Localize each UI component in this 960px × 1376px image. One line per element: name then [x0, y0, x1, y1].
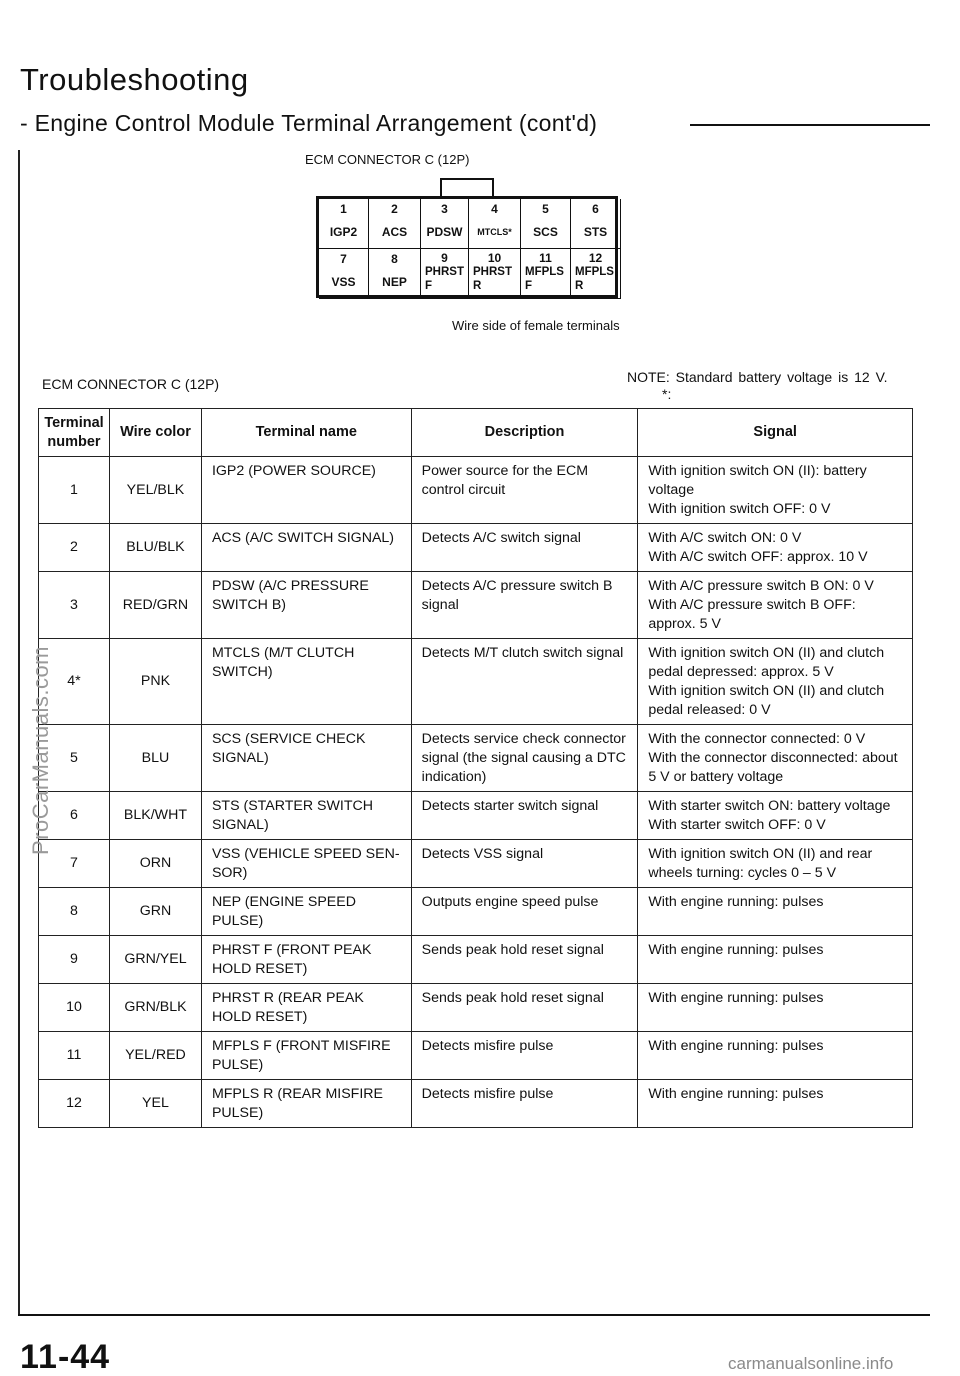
- cell-terminal-number: 6: [39, 792, 110, 840]
- pin-label: VSS: [331, 275, 356, 289]
- cell-terminal-number: 12: [39, 1080, 110, 1128]
- cell-description: Detects misfire pulse: [411, 1080, 638, 1128]
- table-body: [39, 457, 913, 1128]
- table-header-row: [39, 409, 913, 457]
- connector-pin: [571, 249, 621, 299]
- pin-label: MFPLS F: [525, 266, 564, 292]
- cell-wire-color: BLK/WHT: [109, 792, 201, 840]
- cell-terminal-number: 10: [39, 984, 110, 1032]
- cell-wire-color: BLU/BLK: [109, 524, 201, 572]
- cell-terminal-name: STS (STARTER SWITCH SIGNAL): [201, 792, 411, 840]
- header-wire-color: Wire color: [109, 409, 201, 457]
- cell-wire-color: GRN/BLK: [109, 984, 201, 1032]
- cell-terminal-name: MFPLS R (REAR MISFIRE PULSE): [201, 1080, 411, 1128]
- cell-description: Detects misfire pulse: [411, 1032, 638, 1080]
- pin-number: 12: [588, 251, 603, 265]
- pin-label: STS: [583, 225, 608, 239]
- cell-terminal-name: MTCLS (M/T CLUTCH SWITCH): [201, 639, 411, 725]
- table-row: [39, 572, 913, 639]
- note-asterisk: *:: [662, 386, 672, 402]
- cell-terminal-name: PHRST F (FRONT PEAK HOLD RESET): [201, 936, 411, 984]
- cell-signal: With the connector connected: 0 V With the connector disconnected: about 5 V or battery voltage: [638, 725, 913, 792]
- connector-pin: [369, 199, 421, 249]
- cell-description: Detects service check connector signal (the signal causing a DTC indication): [411, 725, 638, 792]
- cell-description: Outputs engine speed pulse: [411, 888, 638, 936]
- cell-description: Detects A/C switch signal: [411, 524, 638, 572]
- cell-terminal-name: PDSW (A/C PRESSURE SWITCH B): [201, 572, 411, 639]
- pin-label: MFPLS R: [575, 266, 614, 292]
- connector-pin: [319, 249, 369, 299]
- connector-title: ECM CONNECTOR C (12P): [305, 152, 470, 167]
- cell-terminal-number: 1: [39, 457, 110, 524]
- cell-signal: With engine running: pulses: [638, 1080, 913, 1128]
- cell-terminal-name: NEP (ENGINE SPEED PULSE): [201, 888, 411, 936]
- cell-wire-color: BLU: [109, 725, 201, 792]
- page-number: 11-44: [20, 1338, 111, 1376]
- cell-wire-color: PNK: [109, 639, 201, 725]
- cell-signal: With engine running: pulses: [638, 936, 913, 984]
- pin-number: 11: [539, 251, 552, 265]
- table-row: [39, 840, 913, 888]
- cell-description: Sends peak hold reset signal: [411, 984, 638, 1032]
- cell-description: Detects starter switch signal: [411, 792, 638, 840]
- header-description: Description: [411, 409, 638, 457]
- watermark: [28, 555, 53, 855]
- cell-signal: With ignition switch ON (II) and clutch pedal depressed: approx. 5 V With ignition switch ON (II) and clutch pedal released: 0 V: [638, 639, 913, 725]
- pin-number: 8: [391, 252, 398, 266]
- pin-label: SCS: [533, 225, 558, 239]
- table-row: [39, 1080, 913, 1128]
- pin-number: 9: [441, 251, 448, 265]
- connector-pin: [469, 199, 521, 249]
- cell-description: Sends peak hold reset signal: [411, 936, 638, 984]
- pin-number: 2: [391, 202, 398, 216]
- cell-terminal-number: 5: [39, 725, 110, 792]
- cell-description: Detects VSS signal: [411, 840, 638, 888]
- cell-wire-color: GRN/YEL: [109, 936, 201, 984]
- cell-description: Power source for the ECM control circuit: [411, 457, 638, 524]
- table-row: [39, 725, 913, 792]
- cell-terminal-name: SCS (SERVICE CHECK SIGNAL): [201, 725, 411, 792]
- pin-number: 4: [491, 202, 498, 216]
- pin-number: 1: [340, 202, 347, 216]
- voltage-note: NOTE: Standard battery voltage is 12 V.: [627, 369, 888, 385]
- cell-terminal-number: 9: [39, 936, 110, 984]
- table-label: ECM CONNECTOR C (12P): [42, 376, 220, 392]
- pin-number: 3: [441, 202, 448, 216]
- cell-description: Detects A/C pressure switch B signal: [411, 572, 638, 639]
- connector-pin: [521, 199, 571, 249]
- connector-pin: [521, 249, 571, 299]
- watermark-text: ProCarManuals.com: [28, 645, 53, 855]
- pin-number: 5: [542, 202, 549, 216]
- cell-signal: With ignition switch ON (II): battery voltage With ignition switch OFF: 0 V: [638, 457, 913, 524]
- table-row: [39, 792, 913, 840]
- pin-label: PHRST F: [425, 266, 464, 292]
- connector-caption: Wire side of female terminals: [452, 318, 620, 333]
- cell-terminal-number: 8: [39, 888, 110, 936]
- subtitle-rule: [690, 124, 930, 126]
- cell-terminal-number: 11: [39, 1032, 110, 1080]
- table-row: [39, 888, 913, 936]
- pin-number: 6: [592, 202, 599, 216]
- pin-number: 10: [487, 251, 502, 265]
- terminal-table: [38, 408, 913, 1128]
- pin-label: PDSW: [426, 225, 463, 239]
- section-subtitle: - Engine Control Module Terminal Arrangement (cont'd): [20, 110, 598, 136]
- page-title: Troubleshooting: [20, 62, 249, 97]
- table-row: [39, 524, 913, 572]
- pin-number: 7: [340, 252, 347, 266]
- cell-signal: With A/C switch ON: 0 V With A/C switch OFF: approx. 10 V: [638, 524, 913, 572]
- header-terminal-number: Terminal number: [39, 409, 110, 457]
- cell-signal: With engine running: pulses: [638, 1032, 913, 1080]
- cell-signal: With starter switch ON: battery voltage With starter switch OFF: 0 V: [638, 792, 913, 840]
- header-terminal-name: Terminal name: [201, 409, 411, 457]
- pin-label: ACS: [381, 225, 408, 239]
- connector-diagram: [316, 178, 618, 298]
- cell-terminal-name: IGP2 (POWER SOURCE): [201, 457, 411, 524]
- table-row: [39, 1032, 913, 1080]
- cell-wire-color: YEL: [109, 1080, 201, 1128]
- connector-pin: [369, 249, 421, 299]
- cell-wire-color: YEL/BLK: [109, 457, 201, 524]
- table-row: [39, 984, 913, 1032]
- cell-signal: With A/C pressure switch B ON: 0 V With A/C pressure switch B OFF: approx. 5 V: [638, 572, 913, 639]
- cell-wire-color: RED/GRN: [109, 572, 201, 639]
- bottom-rule: [18, 1314, 930, 1316]
- connector-pin-grid: [316, 196, 618, 298]
- cell-terminal-number: 2: [39, 524, 110, 572]
- connector-key: [440, 178, 494, 196]
- connector-pin: [421, 249, 469, 299]
- cell-terminal-name: VSS (VEHICLE SPEED SEN-SOR): [201, 840, 411, 888]
- connector-pin: [421, 199, 469, 249]
- header-signal: Signal: [638, 409, 913, 457]
- cell-terminal-name: ACS (A/C SWITCH SIGNAL): [201, 524, 411, 572]
- table-row: [39, 457, 913, 524]
- cell-terminal-number: 4*: [39, 639, 110, 725]
- connector-pin: [571, 199, 621, 249]
- connector-pin: [319, 199, 369, 249]
- cell-wire-color: YEL/RED: [109, 1032, 201, 1080]
- pin-label: PHRST R: [473, 266, 512, 292]
- cell-signal: With ignition switch ON (II) and rear wheels turning: cycles 0 – 5 V: [638, 840, 913, 888]
- cell-terminal-name: PHRST R (REAR PEAK HOLD RESET): [201, 984, 411, 1032]
- connector-pin: [469, 249, 521, 299]
- table-row: [39, 936, 913, 984]
- cell-description: Detects M/T clutch switch signal: [411, 639, 638, 725]
- cell-signal: With engine running: pulses: [638, 888, 913, 936]
- pin-label: NEP: [382, 275, 407, 289]
- cell-terminal-number: 7: [39, 840, 110, 888]
- pin-label: IGP2: [329, 225, 358, 239]
- cell-terminal-name: MFPLS F (FRONT MISFIRE PULSE): [201, 1032, 411, 1080]
- table-row: [39, 639, 913, 725]
- pin-label: MTCLS*: [477, 227, 512, 237]
- cell-wire-color: ORN: [109, 840, 201, 888]
- cell-wire-color: GRN: [109, 888, 201, 936]
- cell-terminal-number: 3: [39, 572, 110, 639]
- site-footer: carmanualsonline.info: [728, 1354, 894, 1373]
- left-margin-rule: [18, 150, 20, 1315]
- cell-signal: With engine running: pulses: [638, 984, 913, 1032]
